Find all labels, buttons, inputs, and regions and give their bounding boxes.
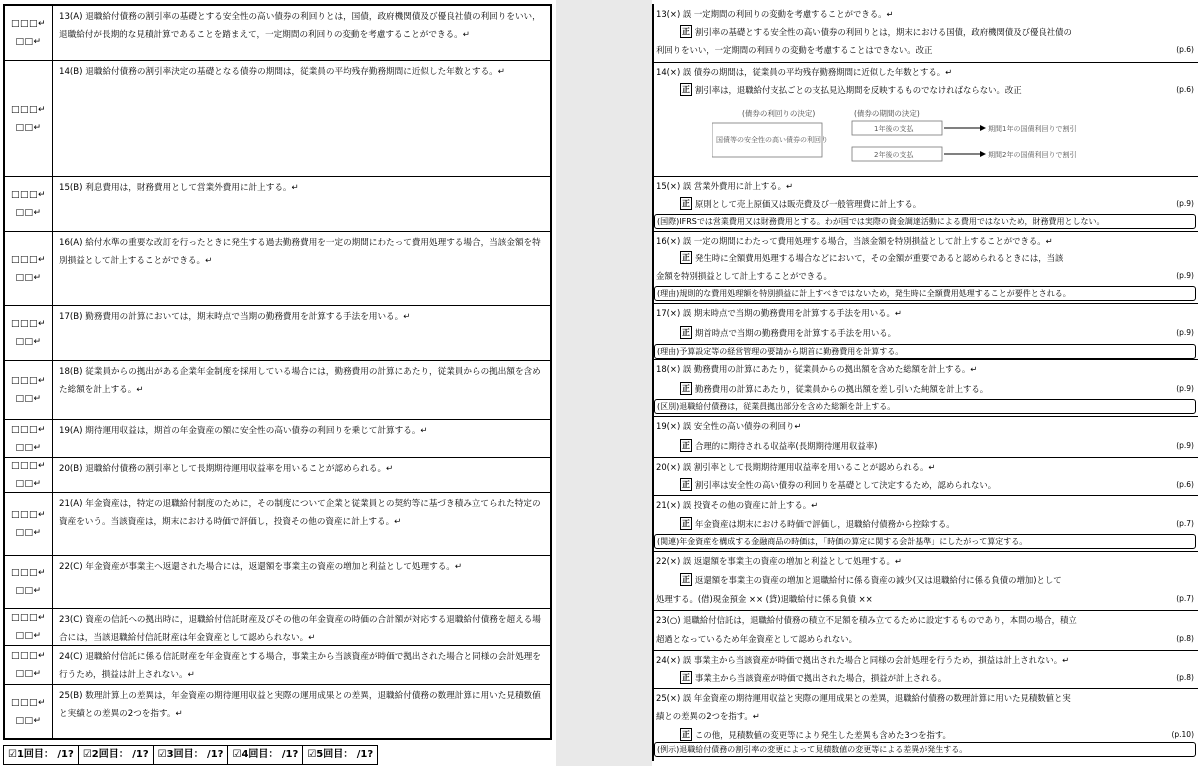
diagram-row2-arrow-text: 期間2年の国債利回りで割引 bbox=[988, 151, 1077, 159]
answer-text: 返還額を事業主の資産の増加と退職給付に係る資産の減少(又は退職給付に係る負債の増加)として bbox=[695, 575, 1062, 585]
page-reference: (p.6) bbox=[1176, 45, 1194, 54]
question-text: 14(B) 退職給付債務の割引率決定の基礎となる債券の期間は，従業員の平均残存勤務期間に近似した年数とする。↵ bbox=[59, 67, 505, 77]
answer-divider bbox=[652, 176, 1198, 177]
question-text: 15(B) 利息費用は，財務費用として営業外費用に計上する。↵ bbox=[59, 183, 299, 193]
check-box-group[interactable]: □□↵ bbox=[15, 394, 42, 404]
answer-line bbox=[656, 652, 1196, 668]
question-text: 17(B) 勤務費用の計算においては，期末時点で当期の勤務費用を計算する手法を用いる。↵ bbox=[59, 312, 411, 322]
answer-note: (国際)IFRSでは営業費用又は財務費用とする。わが国では実際の資金調達活動による費用ではないため，財務費用としない。 bbox=[654, 214, 1196, 229]
answer-line bbox=[656, 459, 1196, 475]
question-text: 22(C) 年金資産が事業主へ返還された場合には，返還額を事業主の資産の増加と利益として処理する。↵ bbox=[59, 562, 463, 572]
answer-line bbox=[656, 305, 1196, 321]
page-reference: (p.6) bbox=[1176, 480, 1194, 489]
answer-note: (区別)退職給付債務は，従業員拠出部分を含めた総額を計上する。 bbox=[654, 399, 1196, 414]
page-reference: (p.9) bbox=[1176, 328, 1194, 337]
check-box-group[interactable]: □□↵ bbox=[15, 37, 42, 47]
check-boxes[interactable] bbox=[5, 646, 53, 684]
answer-line bbox=[680, 250, 1196, 266]
check-box-group[interactable]: □□□↵ bbox=[10, 568, 47, 578]
answer-line bbox=[656, 631, 1196, 647]
page-reference: (p.10) bbox=[1171, 730, 1194, 739]
score-attempt[interactable]: ☑3回目： /1? bbox=[154, 745, 229, 765]
question-table bbox=[3, 4, 552, 740]
check-box-group[interactable]: □□□↵ bbox=[10, 613, 47, 623]
question-text: 20(B) 退職給付債務の割引率として長期期待運用収益率を用いることが認められる。↵ bbox=[59, 464, 394, 474]
answer-line bbox=[680, 438, 1196, 454]
correct-mark: 正 bbox=[682, 673, 690, 682]
answer-text: 19(×) 誤 安全性の高い債券の利回り↵ bbox=[656, 421, 802, 431]
check-boxes[interactable] bbox=[5, 556, 53, 608]
left-page bbox=[0, 0, 556, 766]
answer-note: (例示)退職給付債務の割引率の変更によって見積数値の変更等による差異が発生する。 bbox=[654, 742, 1196, 757]
correct-mark: 正 bbox=[682, 575, 690, 584]
answer-line bbox=[656, 233, 1196, 249]
check-box-group[interactable]: □□↵ bbox=[15, 631, 42, 641]
question-row bbox=[5, 177, 550, 232]
correct-mark: 正 bbox=[682, 441, 690, 450]
check-box-group[interactable]: □□□↵ bbox=[10, 254, 47, 265]
diagram-row2-arrowhead bbox=[980, 151, 986, 157]
score-attempt[interactable]: ☑5回目： /1? bbox=[303, 745, 378, 765]
answer-text: 24(×) 誤 事業主から当該資産が時価で拠出された場合と同様の会計処理を行うため，損益は計上されない。↵ bbox=[656, 655, 1070, 665]
answer-text: 18(×) 誤 勤務費用の計算にあたり，従業員からの拠出額を含めた総額を計上する。↵ bbox=[656, 364, 978, 374]
answer-line bbox=[656, 553, 1196, 569]
check-box-group[interactable]: □□□↵ bbox=[10, 19, 47, 29]
correct-mark: 正 bbox=[682, 253, 690, 262]
diagram-row1-text: 1年後の支払 bbox=[874, 125, 914, 133]
answer-line bbox=[656, 361, 1196, 377]
correct-mark: 正 bbox=[682, 519, 690, 528]
answer-text: 発生時に全額費用処理する場合などにおいて，その金額が重要であると認められるときには，当該 bbox=[695, 253, 1064, 263]
answer-line bbox=[680, 196, 1196, 212]
question-text: 25(B) 数理計算上の差異は，年金資産の期待運用収益と実際の運用成果との差異，退職給付債務の数理計算に用いた見積数値と実績との差異の2つを指す。↵ bbox=[59, 691, 541, 719]
question-text: 23(C) 資産の信託への拠出時に，退職給付信託財産及びその他の年金資産の時価の合計額が対応する退職給付債務を超える場合には，当該退職給付信託財産は年金資産として認められない。↵ bbox=[59, 615, 541, 643]
question-row bbox=[5, 61, 550, 177]
check-box-group[interactable]: □□□↵ bbox=[10, 424, 47, 435]
answer-text: 14(×) 誤 債券の期間は，従業員の平均残存勤務期間に近似した年数とする。↵ bbox=[656, 67, 953, 77]
answer-divider bbox=[652, 495, 1198, 496]
answer-line bbox=[680, 670, 1196, 686]
page-gutter bbox=[556, 0, 652, 766]
diagram-left-box-text: 国債等の安全性の高い債券の利回り bbox=[716, 136, 828, 144]
page-reference: (p.7) bbox=[1176, 594, 1194, 603]
page-reference: (p.9) bbox=[1176, 271, 1194, 280]
answer-divider bbox=[652, 457, 1198, 458]
answer-text: 割引率は安全性の高い債券の利回りを基礎として決定するため，認められない。 bbox=[695, 480, 997, 490]
answer-line bbox=[656, 418, 1196, 434]
answer-line bbox=[656, 690, 1196, 706]
page-reference: (p.6) bbox=[1176, 85, 1194, 94]
question-text: 13(A) 退職給付債務の割引率の基礎とする安全性の高い債券の利回りとは，国債，政府機関債及び優良社債の利回りをいい，退職給付が長期的な見積計算であることを踏まえて，一定期間の利回りの変動を考慮することができる。↵ bbox=[59, 12, 541, 40]
diagram-head-mid: (債券の期間の決定) bbox=[854, 109, 920, 118]
correct-mark: 正 bbox=[682, 730, 690, 739]
answer-text: 原則として売上原価又は販売費及び一般管理費に計上する。 bbox=[695, 199, 922, 209]
check-boxes[interactable] bbox=[5, 420, 53, 457]
answer-divider bbox=[652, 62, 1198, 63]
score-attempt[interactable]: ☑1回目： /1? bbox=[3, 745, 79, 765]
check-box-group[interactable]: □□□↵ bbox=[10, 461, 47, 471]
question-row bbox=[5, 685, 550, 738]
diagram-row1-arrowhead bbox=[980, 125, 986, 131]
correct-mark: 正 bbox=[682, 480, 690, 489]
answer-line bbox=[680, 24, 1196, 40]
check-boxes[interactable] bbox=[5, 177, 53, 231]
check-boxes[interactable] bbox=[5, 306, 53, 360]
answer-text: 割引率の基礎とする安全性の高い債券の利回りとは，期末における国債，政府機関債及び優良社債の bbox=[695, 27, 1072, 37]
question-text: 16(A) 給付水準の重要な改訂を行ったときに発生する過去勤務費用を一定の期間にわたって費用処理する場合，当該金額を特別損益として計上することができる。↵ bbox=[59, 238, 541, 266]
diagram-row1-arrow-text: 期間1年の国債利回りで割引 bbox=[988, 125, 1077, 133]
question-text: 18(B) 従業員からの拠出がある企業年金制度を採用している場合には，勤務費用の計算にあたり，従業員からの拠出額を含めた総額を計上する。↵ bbox=[59, 367, 541, 395]
score-bar bbox=[3, 745, 378, 765]
question-row bbox=[5, 306, 550, 361]
check-box-group[interactable]: □□□↵ bbox=[10, 319, 47, 329]
answer-line bbox=[680, 477, 1196, 493]
question-text: 24(C) 退職給付信託に係る信託財産を年金資産とする場合，事業主から当該資産が時価で拠出された場合と同様の会計処理を行うため，損益は計上されない。↵ bbox=[59, 652, 541, 680]
correct-mark: 正 bbox=[682, 27, 690, 36]
answer-text: この他，見積数値の変更等により発生した差異も含めた3つを指す。 bbox=[695, 730, 951, 740]
answer-line bbox=[656, 64, 1196, 80]
page-reference: (p.7) bbox=[1176, 519, 1194, 528]
answer-text: 20(×) 誤 割引率として長期期待運用収益率を用いることが認められる。↵ bbox=[656, 462, 936, 472]
check-box-group[interactable]: □□□↵ bbox=[10, 651, 47, 661]
page-reference: (p.8) bbox=[1176, 634, 1194, 643]
answer-note: (理由)予算設定等の経営管理の要請から期首に勤務費用を計算する。 bbox=[654, 344, 1196, 359]
check-boxes[interactable] bbox=[5, 458, 53, 492]
question-row bbox=[5, 493, 550, 556]
check-box-group[interactable]: □□↵ bbox=[15, 586, 42, 596]
answer-text: 処理する。(借)現金預金 ×× (貸)退職給付に係る負債 ×× bbox=[656, 594, 873, 604]
answer-line bbox=[680, 325, 1196, 341]
discount-rate-diagram bbox=[712, 107, 1132, 169]
correct-mark: 正 bbox=[682, 85, 690, 94]
check-box-group[interactable]: □□↵ bbox=[15, 337, 42, 347]
answer-text: 合理的に期待される収益率(長期期待運用収益率) bbox=[695, 441, 878, 451]
answer-divider bbox=[652, 551, 1198, 552]
check-box-group[interactable]: □□□↵ bbox=[10, 376, 47, 386]
answer-line bbox=[656, 268, 1196, 284]
check-box-group[interactable]: □□□↵ bbox=[10, 697, 47, 708]
answer-line bbox=[656, 497, 1196, 513]
check-boxes[interactable] bbox=[5, 609, 53, 645]
answer-text: 16(×) 誤 一定の期間にわたって費用処理する場合，当該金額を特別損益として計上することができる。↵ bbox=[656, 236, 1053, 246]
answer-divider bbox=[652, 231, 1198, 232]
answer-line bbox=[656, 708, 1196, 724]
answer-text: 績との差異の2つを指す。↵ bbox=[656, 711, 760, 721]
check-box-group[interactable]: □□↵ bbox=[15, 442, 42, 453]
correct-mark: 正 bbox=[682, 384, 690, 393]
score-attempt[interactable]: ☑2回目： /1? bbox=[79, 745, 154, 765]
answer-note: (理由)規則的な費用処理額を特別損益に計上すべきではないため，発生時に全額費用処理することが要件とされる。 bbox=[654, 286, 1196, 301]
right-page bbox=[652, 0, 1200, 766]
answer-text: 17(×) 誤 期末時点で当期の勤務費用を計算する手法を用いる。↵ bbox=[656, 308, 902, 318]
question-row bbox=[5, 609, 550, 646]
answer-divider bbox=[652, 610, 1198, 611]
page-reference: (p.8) bbox=[1176, 673, 1194, 682]
answer-text: 23(○) 退職給付信託は，退職給付債務の積立不足額を積み立てるために設定するものであり，本問の場合，積立 bbox=[656, 615, 1077, 625]
answer-divider bbox=[652, 416, 1198, 417]
check-box-group[interactable]: □□↵ bbox=[15, 208, 42, 218]
score-attempt[interactable]: ☑4回目： /1? bbox=[228, 745, 303, 765]
question-row bbox=[5, 232, 550, 306]
page-reference: (p.9) bbox=[1176, 384, 1194, 393]
answer-divider bbox=[652, 303, 1198, 304]
check-boxes[interactable] bbox=[5, 6, 53, 60]
answer-line bbox=[656, 42, 1196, 58]
check-boxes[interactable] bbox=[5, 232, 53, 305]
question-row bbox=[5, 556, 550, 609]
answer-text: 割引率は，退職給付支払ごとの支払見込期間を反映するものでなければならない。改正 bbox=[695, 85, 1022, 95]
check-box-group[interactable]: □□□↵ bbox=[10, 190, 47, 200]
check-box-group[interactable]: □□↵ bbox=[15, 715, 42, 726]
page-reference: (p.9) bbox=[1176, 199, 1194, 208]
question-text: 19(A) 期待運用収益は，期首の年金資産の額に安全性の高い債券の利回りを乗じて計算する。↵ bbox=[59, 426, 428, 436]
question-row bbox=[5, 646, 550, 685]
diagram-row2-text: 2年後の支払 bbox=[874, 151, 914, 159]
check-box-group[interactable]: □□↵ bbox=[15, 479, 42, 489]
diagram-head-left: (債券の利回りの決定) bbox=[742, 109, 816, 118]
page-reference: (p.9) bbox=[1176, 441, 1194, 450]
answer-line bbox=[680, 82, 1196, 98]
check-box-group[interactable]: □□□↵ bbox=[10, 104, 47, 115]
check-boxes[interactable] bbox=[5, 61, 53, 176]
answer-line bbox=[656, 591, 1196, 607]
question-row bbox=[5, 458, 550, 493]
answer-line bbox=[680, 727, 1196, 743]
question-text: 21(A) 年金資産は，特定の退職給付制度のために，その制度について企業と従業員との契約等に基づき積み立てられた特定の資産をいう。当該資産は，期末における時価で評価し，投資その他の資産に計上する。↵ bbox=[59, 499, 541, 527]
answer-text: 事業主から当該資産が時価で拠出された場合，損益が計上される。 bbox=[695, 673, 947, 683]
answer-text: 期首時点で当期の勤務費用を計算する手法を用いる。 bbox=[695, 328, 896, 338]
answer-line bbox=[656, 612, 1196, 628]
check-box-group[interactable]: □□□↵ bbox=[10, 510, 47, 520]
question-row bbox=[5, 420, 550, 458]
answer-text: 勤務費用の計算にあたり，従業員からの拠出額を差し引いた純額を計上する。 bbox=[695, 384, 989, 394]
answer-text: 21(×) 誤 投資その他の資産に計上する。↵ bbox=[656, 500, 819, 510]
answer-text: 利回りをいい，一定期間の利回りの変動を考慮することはできない。改正 bbox=[656, 45, 933, 55]
check-box-group[interactable]: □□↵ bbox=[15, 528, 42, 538]
answer-divider bbox=[652, 688, 1198, 689]
correct-mark: 正 bbox=[682, 328, 690, 337]
question-row bbox=[5, 6, 550, 61]
answer-line bbox=[680, 381, 1196, 397]
answer-text: 22(×) 誤 返還額を事業主の資産の増加と利益として処理する。↵ bbox=[656, 556, 902, 566]
answer-line bbox=[656, 178, 1196, 194]
check-box-group[interactable]: □□↵ bbox=[15, 669, 42, 679]
answer-note: (関連)年金資産を構成する金融商品の時価は，「時価の算定に関する会計基準」にしたがって算定する。 bbox=[654, 534, 1196, 549]
answer-text: 13(×) 誤 一定期間の利回りの変動を考慮することができる。↵ bbox=[656, 9, 894, 19]
answer-line bbox=[656, 6, 1196, 22]
check-box-group[interactable]: □□↵ bbox=[15, 122, 42, 133]
answer-text: 15(×) 誤 営業外費用に計上する。↵ bbox=[656, 181, 794, 191]
answer-text: 超過となっているため年金資産として認められない。 bbox=[656, 634, 857, 644]
correct-mark: 正 bbox=[682, 199, 690, 208]
check-boxes[interactable] bbox=[5, 361, 53, 419]
check-boxes[interactable] bbox=[5, 685, 53, 738]
answer-divider bbox=[652, 650, 1198, 651]
answer-text: 25(×) 誤 年金資産の期待運用収益と実際の運用成果との差異，退職給付債務の数理計算に用いた見積数値と実 bbox=[656, 693, 1071, 703]
answer-line bbox=[680, 572, 1196, 588]
check-box-group[interactable]: □□↵ bbox=[15, 272, 42, 283]
question-row bbox=[5, 361, 550, 420]
answer-text: 金額を特別損益として計上することができる。 bbox=[656, 271, 832, 281]
check-boxes[interactable] bbox=[5, 493, 53, 555]
answer-divider bbox=[652, 359, 1198, 360]
answer-line bbox=[680, 516, 1196, 532]
answer-text: 年金資産は期末における時価で評価し，退職給付債務から控除する。 bbox=[695, 519, 955, 529]
